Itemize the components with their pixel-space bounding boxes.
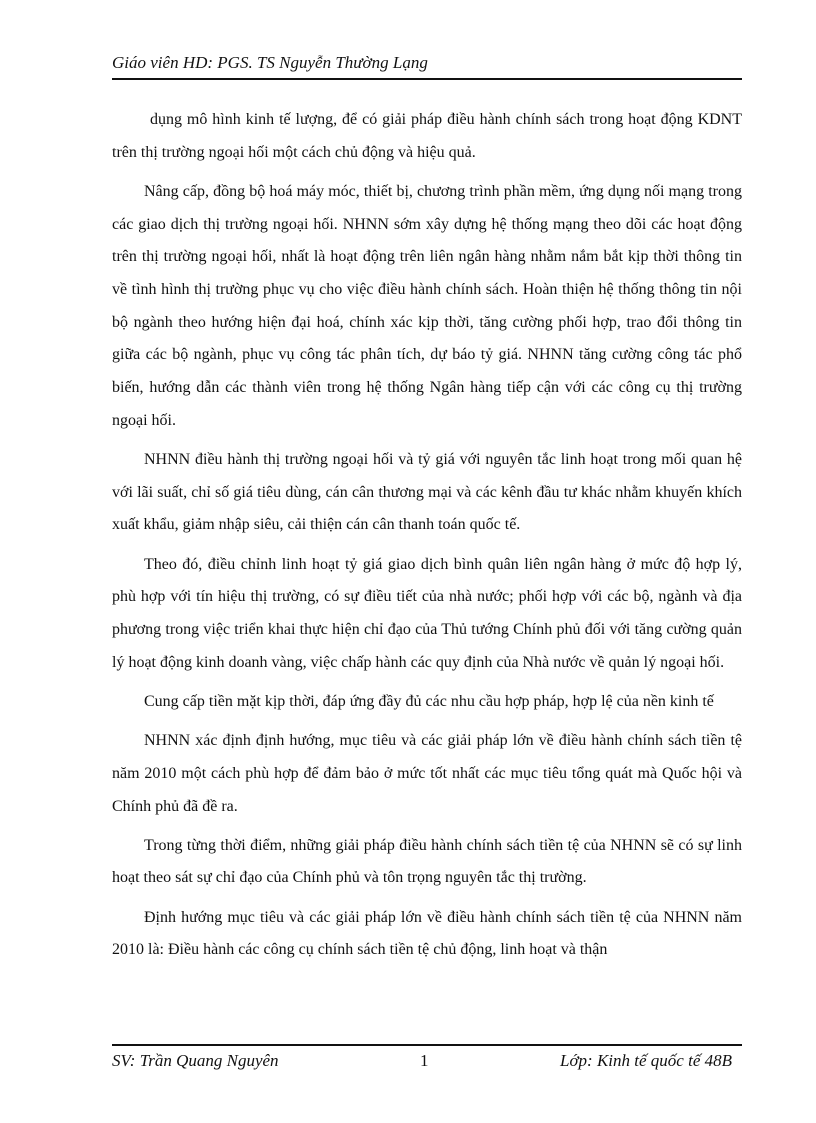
class-label: Lớp: Kinh tế quốc tế 48B <box>560 1051 732 1070</box>
paragraph: NHNN xác định định hướng, mục tiêu và các giải pháp lớn về điều hành chính sách tiền tệ năm 2010 một cách phù hợp để đảm bảo ở mức tốt nhất các mục tiêu tổng quát mà Quốc hội và Chính phủ đã đề ra. <box>112 732 742 815</box>
page-header <box>112 50 742 80</box>
paragraph: Nâng cấp, đồng bộ hoá máy móc, thiết bị, chương trình phần mềm, ứng dụng nối mạng trong các giao dịch thị trường ngoại hối. NHNN sớm xây dựng hệ thống mạng theo dõi các hoạt động trên thị trường ngoại hối, nhất là hoạt động trên liên ngân hàng nhằm nắm bắt kịp thời thông tin về tình hình thị trường phục vụ cho việc điều hành chính sách. Hoàn thiện hệ thống thông tin nội bộ ngành theo hướng hiện đại hoá, chính xác kịp thời, tăng cường phối hợp, trao đổi thông tin giữa các bộ ngành, phục vụ công tác phân tích, dự báo tỷ giá. NHNN tăng cường công tác phổ biến, hướng dẫn các thành viên trong hệ thống Ngân hàng tiếp cận với các công cụ thị trường ngoại hối. <box>112 182 742 429</box>
page-number: 1 <box>420 1051 429 1070</box>
paragraph: Theo đó, điều chỉnh linh hoạt tỷ giá giao dịch bình quân liên ngân hàng ở mức độ hợp lý, phù hợp với tín hiệu thị trường, có sự điều tiết của nhà nước; phối hợp với các bộ, ngành và địa phương trong việc triển khai thực hiện chỉ đạo của Thủ tướng Chính phủ đối với tăng cường quản lý hoạt động kinh doanh vàng, việc chấp hành các quy định của Nhà nước về quản lý ngoại hối. <box>112 555 742 671</box>
student-label: SV: Trần Quang Nguyên <box>112 1051 279 1070</box>
page-footer <box>112 1044 742 1076</box>
body-text <box>112 104 742 974</box>
supervisor-label: Giáo viên HD: PGS. TS Nguyễn Thường Lạng <box>112 53 428 72</box>
paragraph: Định hướng mục tiêu và các giải pháp lớn về điều hành chính sách tiền tệ của NHNN năm 2010 là: Điều hành các công cụ chính sách tiền tệ chủ động, linh hoạt và thận <box>112 908 742 959</box>
paragraph: dụng mô hình kinh tế lượng, để có giải pháp điều hành chính sách trong hoạt động KDNT trên thị trường ngoại hối một cách chủ động và hiệu quả. <box>112 111 742 161</box>
paragraph: Trong từng thời điểm, những giải pháp điều hành chính sách tiền tệ của NHNN sẽ có sự linh hoạt theo sát sự chỉ đạo của Chính phủ và tôn trọng nguyên tắc thị trường. <box>112 836 742 887</box>
paragraph: NHNN điều hành thị trường ngoại hối và tỷ giá với nguyên tắc linh hoạt trong mối quan hệ với lãi suất, chỉ số giá tiêu dùng, cán cân thương mại và các kênh đầu tư khác nhằm khuyến khích xuất khẩu, giảm nhập siêu, cải thiện cán cân thanh toán quốc tế. <box>112 451 742 534</box>
paragraph: Cung cấp tiền mặt kịp thời, đáp ứng đầy đủ các nhu cầu hợp pháp, hợp lệ của nền kinh tế <box>144 692 714 710</box>
